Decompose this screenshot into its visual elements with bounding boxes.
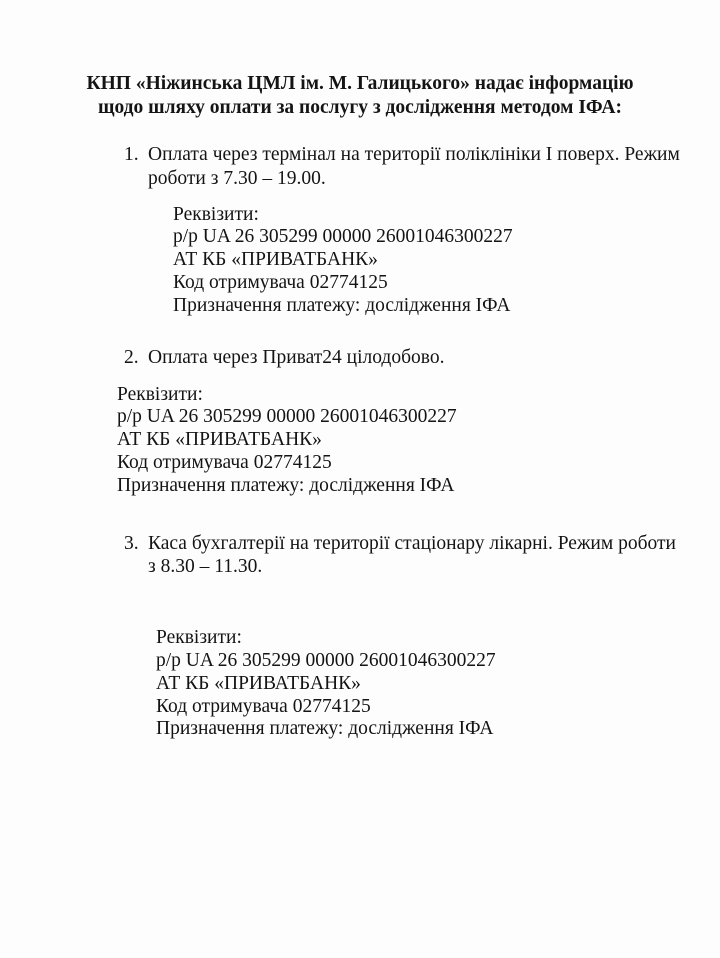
item-3-payment-purpose: Призначення платежу: дослідження ІФА	[156, 718, 494, 739]
item-3-recipient-code: Код отримувача 02774125	[156, 696, 371, 717]
item-1-text-line-1: Оплата через термінал на території поліклініки І поверх. Режим	[148, 144, 680, 165]
item-3-bank: АТ КБ «ПРИВАТБАНК»	[156, 673, 361, 694]
item-2-recipient-code: Код отримувача 02774125	[117, 452, 332, 473]
item-1-account: р/р UA 26 305299 00000 26001046300227	[173, 226, 513, 247]
item-1-payment-purpose: Призначення платежу: дослідження ІФА	[173, 295, 511, 316]
item-1-recipient-code: Код отримувача 02774125	[173, 272, 388, 293]
item-3-text-line-1: Каса бухгалтерії на території стаціонару лікарні. Режим роботи	[148, 533, 676, 554]
document-title-line-1: КНП «Ніжинська ЦМЛ ім. М. Галицького» надає інформацію	[86, 73, 634, 94]
item-1-text-line-2: роботи з 7.30 – 19.00.	[148, 168, 326, 189]
item-3-details-label: Реквізити:	[156, 627, 242, 648]
item-2-number: 2.	[124, 347, 139, 368]
item-2-text-line-1: Оплата через Приват24 цілодобово.	[148, 347, 445, 368]
item-1-number: 1.	[124, 144, 139, 165]
item-1-bank: АТ КБ «ПРИВАТБАНК»	[173, 249, 378, 270]
item-3-text-line-2: з 8.30 – 11.30.	[148, 556, 263, 577]
item-2-account: р/р UA 26 305299 00000 26001046300227	[117, 406, 457, 427]
item-2-bank: АТ КБ «ПРИВАТБАНК»	[117, 429, 322, 450]
item-2-details-label: Реквізити:	[117, 384, 203, 405]
item-1-details-label: Реквізити:	[173, 204, 259, 225]
item-2-payment-purpose: Призначення платежу: дослідження ІФА	[117, 475, 455, 496]
item-3-account: р/р UA 26 305299 00000 26001046300227	[156, 650, 496, 671]
item-3-number: 3.	[124, 533, 139, 554]
document-title-line-2: щодо шляху оплати за послугу з дослідження методом ІФА:	[97, 97, 623, 118]
